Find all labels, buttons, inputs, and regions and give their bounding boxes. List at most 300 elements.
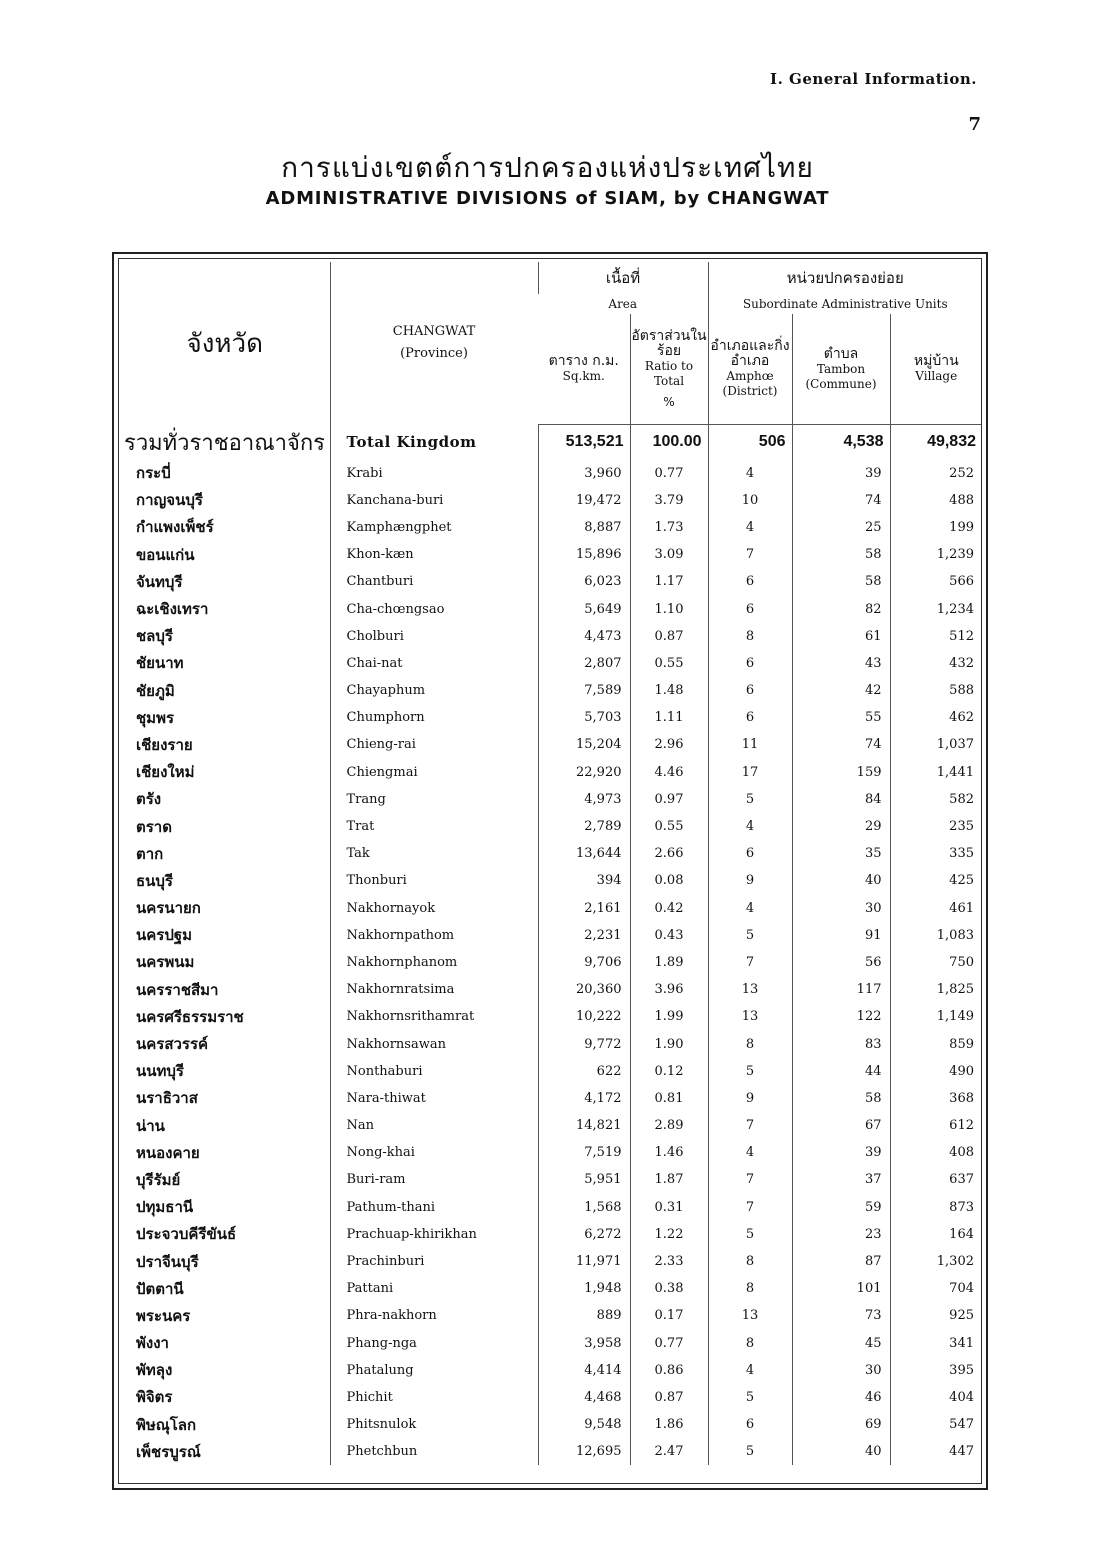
province-name: Chayaphum [330,677,538,704]
amphoe-count: 5 [708,1221,792,1248]
tambon-count: 25 [792,514,890,541]
province-name: Chiengmai [330,759,538,786]
area-sqkm: 19,472 [538,487,630,514]
area-sqkm: 6,272 [538,1221,630,1248]
area-sqkm: 4,172 [538,1085,630,1112]
area-ratio: 2.33 [630,1248,708,1275]
area-sqkm: 7,519 [538,1139,630,1166]
province-name: Phang-nga [330,1330,538,1357]
province-thai-name: พระนคร [136,1306,191,1325]
column-header-amphoe [708,314,792,425]
area-ratio: 0.17 [630,1302,708,1329]
village-count: 488 [890,487,982,514]
province-thai-name: ชัยภูมิ [136,681,175,700]
province-thai-name: กระบี่ [136,464,171,483]
province-thai-name: พิจิตร [136,1388,173,1407]
table-row [120,731,982,758]
area-sqkm: 5,649 [538,595,630,622]
amphoe-count: 5 [708,1058,792,1085]
province-name: Nan [330,1112,538,1139]
province-name: Buri-ram [330,1166,538,1193]
tambon-count: 117 [792,976,890,1003]
area-ratio: 1.86 [630,1411,708,1438]
province-name: Nakhornsawan [330,1030,538,1057]
tambon-count: 58 [792,1085,890,1112]
tambon-count: 73 [792,1302,890,1329]
table-row [120,623,982,650]
province-name: Nong-khai [330,1139,538,1166]
province-name: Khon-kæn [330,541,538,568]
tambon-count: 67 [792,1112,890,1139]
province-name: Cha-chœngsao [330,595,538,622]
tambon-count: 58 [792,568,890,595]
area-sqkm: 394 [538,867,630,894]
tambon-count: 42 [792,677,890,704]
area-ratio: 0.87 [630,623,708,650]
tambon-count: 55 [792,704,890,731]
column-header-tambon [792,314,890,425]
total-village: 49,832 [890,425,982,460]
area-sqkm: 14,821 [538,1112,630,1139]
column-header-ratio [630,314,708,425]
amphoe-count: 6 [708,704,792,731]
column-header-changwat [330,262,538,425]
tambon-count: 29 [792,813,890,840]
table-row [120,1330,982,1357]
area-sqkm: 4,414 [538,1357,630,1384]
page-number: 7 [968,114,981,135]
table-row [120,1275,982,1302]
total-tambon: 4,538 [792,425,890,460]
area-ratio: 2.96 [630,731,708,758]
area-ratio: 3.09 [630,541,708,568]
province-thai-name: ขอนแก่น [136,545,195,564]
village-count: 1,239 [890,541,982,568]
tambon-count: 69 [792,1411,890,1438]
tambon-count: 74 [792,487,890,514]
village-count: 1,825 [890,976,982,1003]
table-row [120,786,982,813]
area-sqkm: 8,887 [538,514,630,541]
village-thai: หมู่บ้าน [913,353,959,369]
amphoe-count: 4 [708,460,792,487]
province-thai-name: กำแพงเพ็ชร์ [136,518,214,537]
area-ratio: 1.90 [630,1030,708,1057]
village-count: 404 [890,1384,982,1411]
area-ratio: 2.66 [630,840,708,867]
total-amphoe: 506 [708,425,792,460]
area-ratio: 0.31 [630,1194,708,1221]
area-ratio: 1.73 [630,514,708,541]
tambon-count: 39 [792,1139,890,1166]
table-row [120,1112,982,1139]
table-row [120,1357,982,1384]
area-ratio: 2.47 [630,1438,708,1465]
tambon-count: 82 [792,595,890,622]
amphoe-count: 13 [708,1003,792,1030]
province-thai-name: เชียงใหม่ [136,763,195,782]
province-name: Nakhornratsima [330,976,538,1003]
province-thai-name: ปทุมธานี [136,1198,194,1217]
area-sqkm: 3,958 [538,1330,630,1357]
amphoe-count: 8 [708,623,792,650]
area-ratio: 0.77 [630,1330,708,1357]
table-row [120,704,982,731]
village-count: 199 [890,514,982,541]
province-name: Cholburi [330,623,538,650]
area-ratio: 0.87 [630,1384,708,1411]
amphoe-count: 4 [708,813,792,840]
area-sqkm: 15,204 [538,731,630,758]
total-label: Total Kingdom [330,425,538,460]
tambon-count: 46 [792,1384,890,1411]
province-name: Kanchana-buri [330,487,538,514]
province-thai-name: นครพนม [136,953,195,972]
area-ratio: 2.89 [630,1112,708,1139]
table-row [120,541,982,568]
area-sqkm: 9,772 [538,1030,630,1057]
tambon-count: 91 [792,922,890,949]
table-body [120,425,982,1466]
province-name: Pattani [330,1275,538,1302]
tambon-count: 30 [792,1357,890,1384]
amphoe-count: 13 [708,1302,792,1329]
area-ratio: 1.10 [630,595,708,622]
area-sqkm: 15,896 [538,541,630,568]
tambon-count: 59 [792,1194,890,1221]
province-name: Phatalung [330,1357,538,1384]
page-title-thai: การแบ่งเขตต์การปกครองแห่งประเทศไทย [281,151,814,184]
tambon-count: 40 [792,1438,890,1465]
area-ratio: 0.55 [630,813,708,840]
village-count: 341 [890,1330,982,1357]
province-thai-name: ปราจีนบุรี [136,1252,199,1271]
province-name: Nakhornpathom [330,922,538,949]
tambon-count: 101 [792,1275,890,1302]
tambon-count: 61 [792,623,890,650]
table-row [120,1085,982,1112]
province-thai-name: หนองคาย [136,1143,200,1162]
total-row [120,425,982,460]
table-row [120,1058,982,1085]
province-thai-name: ชุมพร [136,708,175,727]
area-sqkm: 622 [538,1058,630,1085]
province-thai-name: พัทลุง [136,1361,173,1380]
province-thai-name: กาญจนบุรี [136,491,203,510]
table-row [120,976,982,1003]
province-thai-name: พิษณุโลก [136,1415,197,1434]
village-count: 461 [890,895,982,922]
province-name: Phra-nakhorn [330,1302,538,1329]
table-row [120,1248,982,1275]
village-count: 164 [890,1221,982,1248]
tambon-count: 87 [792,1248,890,1275]
amphoe-count: 7 [708,1166,792,1193]
total-thai: รวมทั่วราชอาณาจักร [124,430,325,456]
table-row [120,460,982,487]
tambon-count: 40 [792,867,890,894]
area-ratio: 0.38 [630,1275,708,1302]
table-row [120,813,982,840]
village-count: 1,441 [890,759,982,786]
province-thai-name: นราธิวาส [136,1089,198,1108]
ratio-thai: อัตราส่วนในร้อย [631,327,707,359]
changwat-label: CHANGWAT [392,324,476,340]
village-count: 1,234 [890,595,982,622]
tambon-count: 30 [792,895,890,922]
table-row [120,840,982,867]
province-thai-name: ชลบุรี [136,627,173,646]
total-area: 513,521 [538,425,630,460]
village-count: 368 [890,1085,982,1112]
village-count: 252 [890,460,982,487]
amphoe-count: 7 [708,949,792,976]
tambon-thai: ตำบล [823,345,859,362]
province-name: Phichit [330,1384,538,1411]
village-count: 925 [890,1302,982,1329]
area-sqkm: 13,644 [538,840,630,867]
tambon-count: 56 [792,949,890,976]
province-name: Prachuap-khirikhan [330,1221,538,1248]
village-count: 432 [890,650,982,677]
area-ratio: 4.46 [630,759,708,786]
province-thai-name: ตรัง [136,790,162,809]
divisions-table-frame [112,252,988,1490]
province-name: Chai-nat [330,650,538,677]
area-ratio: 3.79 [630,487,708,514]
amphoe-count: 4 [708,1357,792,1384]
province-name: Nakhornsrithamrat [330,1003,538,1030]
area-ratio: 0.08 [630,867,708,894]
area-ratio: 0.86 [630,1357,708,1384]
area-sqkm: 12,695 [538,1438,630,1465]
area-sqkm: 6,023 [538,568,630,595]
tambon-count: 74 [792,731,890,758]
table-row [120,1003,982,1030]
village-count: 395 [890,1357,982,1384]
village-count: 1,037 [890,731,982,758]
village-count: 1,083 [890,922,982,949]
column-header-sqkm [538,314,630,425]
province-name: Nakhornayok [330,895,538,922]
area-sqkm: 889 [538,1302,630,1329]
table-row [120,595,982,622]
amphoe-count: 5 [708,1384,792,1411]
ratio-en: Ratio to Total [644,358,694,388]
area-sqkm: 9,706 [538,949,630,976]
area-ratio: 0.12 [630,1058,708,1085]
table-row [120,1166,982,1193]
divisions-table [120,262,982,1465]
province-thai-name: ชัยนาท [136,654,184,673]
table-row [120,487,982,514]
amphoe-count: 7 [708,541,792,568]
province-thai-name: ประจวบคีรีขันธ์ [136,1225,237,1244]
province-name: Prachinburi [330,1248,538,1275]
amphoe-count: 5 [708,1438,792,1465]
area-sqkm: 1,948 [538,1275,630,1302]
table-row [120,1194,982,1221]
province-name: Thonburi [330,867,538,894]
province-thai-name: นครปฐม [136,926,193,945]
table-row [120,1438,982,1465]
column-header-thai: จังหวัด [186,328,264,359]
tambon-en: Tambon (Commune) [805,361,877,391]
tambon-count: 58 [792,541,890,568]
province-label: (Province) [400,346,468,362]
village-count: 447 [890,1438,982,1465]
tambon-count: 45 [792,1330,890,1357]
area-sqkm: 20,360 [538,976,630,1003]
area-group-thai: เนื้อที่ [538,262,708,294]
table-row [120,895,982,922]
province-thai-name: ฉะเชิงเทรา [136,600,209,619]
area-group-en: Area [608,297,638,311]
province-name: Kamphængphet [330,514,538,541]
province-thai-name: นครสวรรค์ [136,1035,209,1054]
area-sqkm: 2,789 [538,813,630,840]
area-ratio: 0.81 [630,1085,708,1112]
province-name: Nakhornphanom [330,949,538,976]
area-ratio: 1.87 [630,1166,708,1193]
amphoe-count: 9 [708,867,792,894]
amphoe-count: 6 [708,677,792,704]
tambon-count: 37 [792,1166,890,1193]
amphoe-count: 6 [708,568,792,595]
area-ratio: 0.77 [630,460,708,487]
village-en: Village [915,369,958,383]
units-group-en: Subordinate Administrative Units [708,294,982,314]
area-sqkm: 1,568 [538,1194,630,1221]
province-thai-name: นนทบุรี [136,1062,184,1081]
amphoe-count: 9 [708,1085,792,1112]
village-count: 408 [890,1139,982,1166]
province-name: Nara-thiwat [330,1085,538,1112]
table-row [120,1411,982,1438]
province-thai-name: น่าน [136,1116,165,1135]
area-ratio: 1.99 [630,1003,708,1030]
area-ratio: 0.42 [630,895,708,922]
province-name: Phetchbun [330,1438,538,1465]
area-ratio: 1.46 [630,1139,708,1166]
province-name: Trang [330,786,538,813]
area-sqkm: 3,960 [538,460,630,487]
table-row [120,568,982,595]
table-row [120,949,982,976]
province-name: Pathum-thani [330,1194,538,1221]
area-sqkm: 5,951 [538,1166,630,1193]
province-name: Trat [330,813,538,840]
area-sqkm: 4,473 [538,623,630,650]
amphoe-count: 7 [708,1112,792,1139]
area-ratio: 1.11 [630,704,708,731]
table-row [120,1302,982,1329]
village-count: 588 [890,677,982,704]
village-count: 462 [890,704,982,731]
amphoe-thai: อำเภอและกิ่งอำเภอ [710,338,790,369]
village-count: 859 [890,1030,982,1057]
table-row [120,1139,982,1166]
province-name: Tak [330,840,538,867]
amphoe-count: 6 [708,1411,792,1438]
village-count: 566 [890,568,982,595]
village-count: 235 [890,813,982,840]
table-row [120,514,982,541]
area-ratio: 1.89 [630,949,708,976]
province-name: Chantburi [330,568,538,595]
amphoe-count: 4 [708,514,792,541]
area-sqkm: 4,973 [538,786,630,813]
province-thai-name: จันทบุรี [136,572,183,591]
area-sqkm: 4,468 [538,1384,630,1411]
village-count: 637 [890,1166,982,1193]
area-ratio: 1.22 [630,1221,708,1248]
area-sqkm: 22,920 [538,759,630,786]
table-row [120,1384,982,1411]
amphoe-count: 8 [708,1330,792,1357]
table-row [120,759,982,786]
village-count: 750 [890,949,982,976]
table-row [120,922,982,949]
area-ratio: 0.97 [630,786,708,813]
province-name: Phitsnulok [330,1411,538,1438]
total-ratio: 100.00 [630,425,708,460]
village-count: 582 [890,786,982,813]
tambon-count: 122 [792,1003,890,1030]
province-thai-name: ธนบุรี [136,871,173,890]
percent-sign: % [663,394,675,409]
province-thai-name: นครนายก [136,899,201,918]
area-ratio: 1.48 [630,677,708,704]
province-thai-name: ตราด [136,817,172,836]
village-count: 612 [890,1112,982,1139]
area-sqkm: 10,222 [538,1003,630,1030]
area-sqkm: 2,807 [538,650,630,677]
area-ratio: 1.17 [630,568,708,595]
province-thai-name: พังงา [136,1334,169,1353]
tambon-count: 44 [792,1058,890,1085]
province-name: Nonthaburi [330,1058,538,1085]
amphoe-count: 4 [708,895,792,922]
village-count: 873 [890,1194,982,1221]
village-count: 1,302 [890,1248,982,1275]
amphoe-count: 5 [708,922,792,949]
area-sqkm: 7,589 [538,677,630,704]
units-group-thai: หน่วยปกครองย่อย [708,262,982,294]
amphoe-count: 10 [708,487,792,514]
province-name: Chumphorn [330,704,538,731]
village-count: 335 [890,840,982,867]
tambon-count: 83 [792,1030,890,1057]
amphoe-count: 8 [708,1030,792,1057]
table-row [120,867,982,894]
running-head: I. General Information. [770,70,977,88]
area-ratio: 0.43 [630,922,708,949]
province-thai-name: เชียงราย [136,735,193,754]
province-thai-name: ปัตตานี [136,1279,184,1298]
amphoe-count: 8 [708,1275,792,1302]
area-sqkm: 9,548 [538,1411,630,1438]
column-header-village [890,314,982,425]
tambon-count: 23 [792,1221,890,1248]
amphoe-count: 6 [708,840,792,867]
amphoe-count: 11 [708,731,792,758]
amphoe-count: 7 [708,1194,792,1221]
sqkm-en: Sq.km. [562,369,605,383]
table-row [120,650,982,677]
area-ratio: 3.96 [630,976,708,1003]
village-count: 425 [890,867,982,894]
